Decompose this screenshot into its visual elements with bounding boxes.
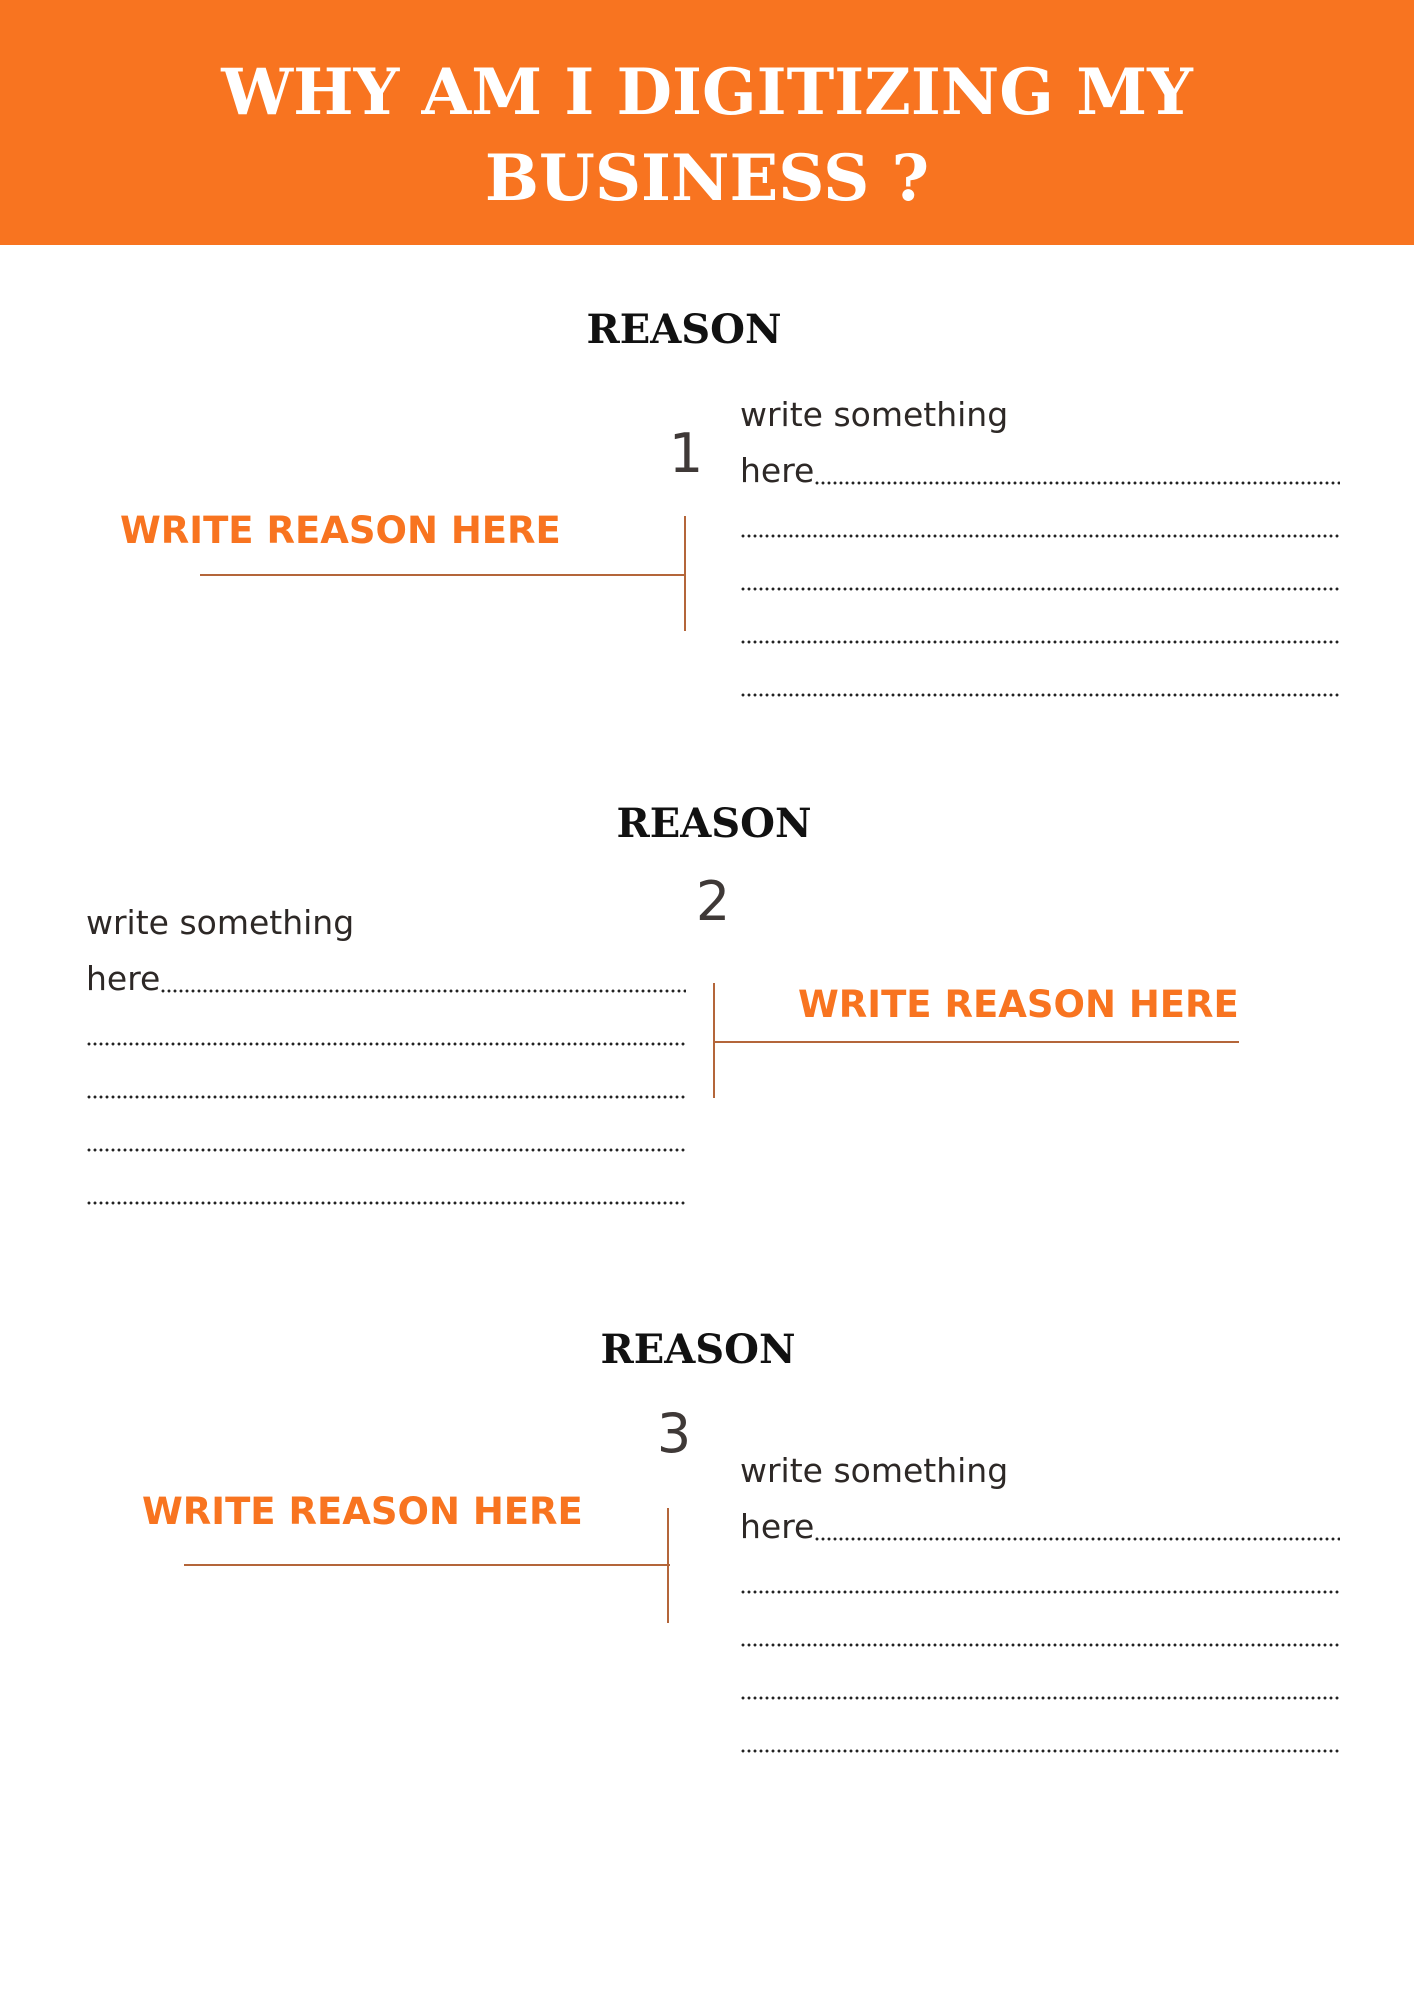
reason-title[interactable]: WRITE REASON HERE: [798, 983, 1239, 1026]
notes-line[interactable]: [86, 999, 686, 1052]
reason-connector: [684, 516, 686, 631]
notes-lead: here: [740, 1507, 815, 1546]
notes-line[interactable]: [740, 650, 1340, 703]
page-title-line-1: WHY AM I DIGITIZING MY: [221, 55, 1193, 130]
notes-lead: here: [86, 959, 161, 998]
reason-underline: [184, 1564, 670, 1566]
reason-number: 1: [668, 422, 704, 485]
notes-line[interactable]: [740, 438, 1340, 491]
dotted-rule: [86, 1095, 686, 1099]
notes-line[interactable]: [740, 544, 1340, 597]
dotted-rule: [740, 1696, 1340, 1700]
dotted-rule: [740, 640, 1340, 644]
dotted-rule: [814, 1537, 1340, 1541]
reason-heading: REASON: [616, 800, 812, 847]
notes-line[interactable]: [740, 597, 1340, 650]
reason-heading: REASON: [600, 1326, 796, 1373]
notes-line[interactable]: [86, 1105, 686, 1158]
dotted-rule: [86, 1201, 686, 1205]
dotted-rule: [160, 989, 686, 993]
dotted-rule: [740, 1590, 1340, 1594]
reason-title[interactable]: WRITE REASON HERE: [120, 509, 561, 552]
dotted-rule: [86, 1148, 686, 1152]
notes-line[interactable]: [740, 1547, 1340, 1600]
notes-line[interactable]: [86, 1052, 686, 1105]
reason-notes[interactable]: [86, 900, 686, 1211]
page-header: [0, 0, 1414, 245]
reason-underline: [200, 574, 686, 576]
notes-prompt: write something: [740, 395, 1009, 434]
notes-line[interactable]: [740, 1706, 1340, 1759]
dotted-rule: [740, 1643, 1340, 1647]
notes-line[interactable]: [86, 1158, 686, 1211]
notes-line[interactable]: [740, 1600, 1340, 1653]
notes-prompt: write something: [86, 903, 355, 942]
dotted-rule: [814, 481, 1340, 485]
notes-prompt: write something: [740, 1451, 1009, 1490]
page-title: [0, 50, 1414, 222]
reason-connector: [667, 1508, 669, 1623]
reason-notes[interactable]: [740, 392, 1340, 703]
reason-notes[interactable]: [740, 1448, 1340, 1759]
notes-line[interactable]: [740, 1653, 1340, 1706]
reason-title[interactable]: WRITE REASON HERE: [142, 1490, 583, 1533]
notes-lead: here: [740, 451, 815, 490]
dotted-rule: [740, 534, 1340, 538]
dotted-rule: [740, 1749, 1340, 1753]
reason-number: 2: [695, 870, 731, 933]
reason-underline: [715, 1041, 1239, 1043]
notes-line[interactable]: [86, 946, 686, 999]
dotted-rule: [86, 1042, 686, 1046]
reason-number: 3: [656, 1402, 692, 1465]
reason-heading: REASON: [586, 306, 782, 353]
notes-line[interactable]: [740, 1494, 1340, 1547]
dotted-rule: [740, 693, 1340, 697]
dotted-rule: [740, 587, 1340, 591]
page-title-line-2: BUSINESS ?: [484, 141, 930, 216]
notes-line[interactable]: [740, 491, 1340, 544]
